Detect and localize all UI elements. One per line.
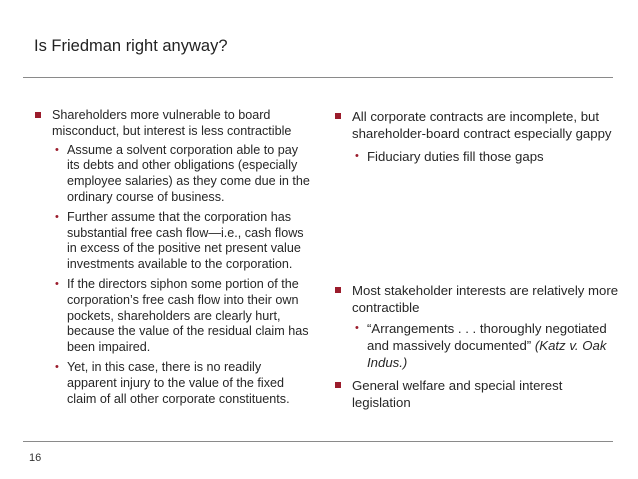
- title-divider: [23, 77, 613, 78]
- quote-text: “Arrangements . . . thoroughly negotiated and massively documented”: [367, 321, 607, 353]
- bullet-stakeholder: [332, 282, 622, 316]
- dot-bullet-icon: •: [55, 277, 59, 290]
- bullet-shareholders: [32, 108, 312, 140]
- dot-bullet-icon: •: [355, 322, 359, 334]
- dot-bullet-icon: •: [55, 210, 59, 223]
- dot-bullet-icon: •: [55, 143, 59, 156]
- square-bullet-icon: [335, 382, 341, 388]
- slide-title: Is Friedman right anyway?: [34, 37, 228, 55]
- bullet-text: All corporate contracts are incomplete, but shareholder-board contract especially gappy: [352, 109, 612, 141]
- case-citation: (Katz v. Oak Indus.): [367, 338, 607, 370]
- dot-bullet-icon: •: [55, 360, 59, 373]
- bullet-contracts-incomplete: [332, 108, 622, 142]
- bullet-text: Shareholders more vulnerable to board misconduct, but interest is less contractible: [52, 108, 292, 138]
- sub-bullet-free-cash-flow: [32, 210, 312, 273]
- bullet-text: Most stakeholder interests are relatively more contractible: [352, 283, 619, 315]
- square-bullet-icon: [335, 113, 341, 119]
- right-column-bottom: [332, 282, 622, 414]
- sub-bullet-text: Further assume that the corporation has substantial free cash flow—i.e., cash flows in excess of the positive net present value investments available to the corporation.: [67, 209, 304, 272]
- page-number: 16: [29, 452, 42, 464]
- sub-bullet-text: Assume a solvent corporation able to pay its debts and other obligations (especially employee salaries) as they come due in the ordinary course of business.: [67, 142, 310, 204]
- square-bullet-icon: [35, 112, 41, 118]
- sub-bullet-solvent: [32, 143, 312, 206]
- sub-bullet-text: Fiduciary duties fill those gaps: [367, 149, 544, 164]
- sub-bullet-siphon: [32, 277, 312, 356]
- sub-bullet-text: Yet, in this case, there is no readily apparent injury to the value of the fixed claim of all other corporate constituents.: [67, 359, 290, 406]
- sub-bullet-text: If the directors siphon some portion of the corporation’s free cash flow into their own pockets, shareholders are clearly hurt, because the value of the residual claim has been impaired.: [67, 276, 309, 355]
- sub-bullet-arrangements: [332, 320, 622, 371]
- right-column-top: [332, 108, 622, 169]
- footer-divider: [23, 441, 613, 442]
- square-bullet-icon: [335, 287, 341, 293]
- sub-bullet-no-injury: [32, 360, 312, 407]
- sub-bullet-fiduciary: [332, 148, 622, 165]
- bullet-text: General welfare and special interest legislation: [352, 378, 563, 410]
- left-column: [32, 108, 312, 411]
- bullet-general-welfare: [332, 377, 622, 411]
- dot-bullet-icon: •: [355, 150, 359, 162]
